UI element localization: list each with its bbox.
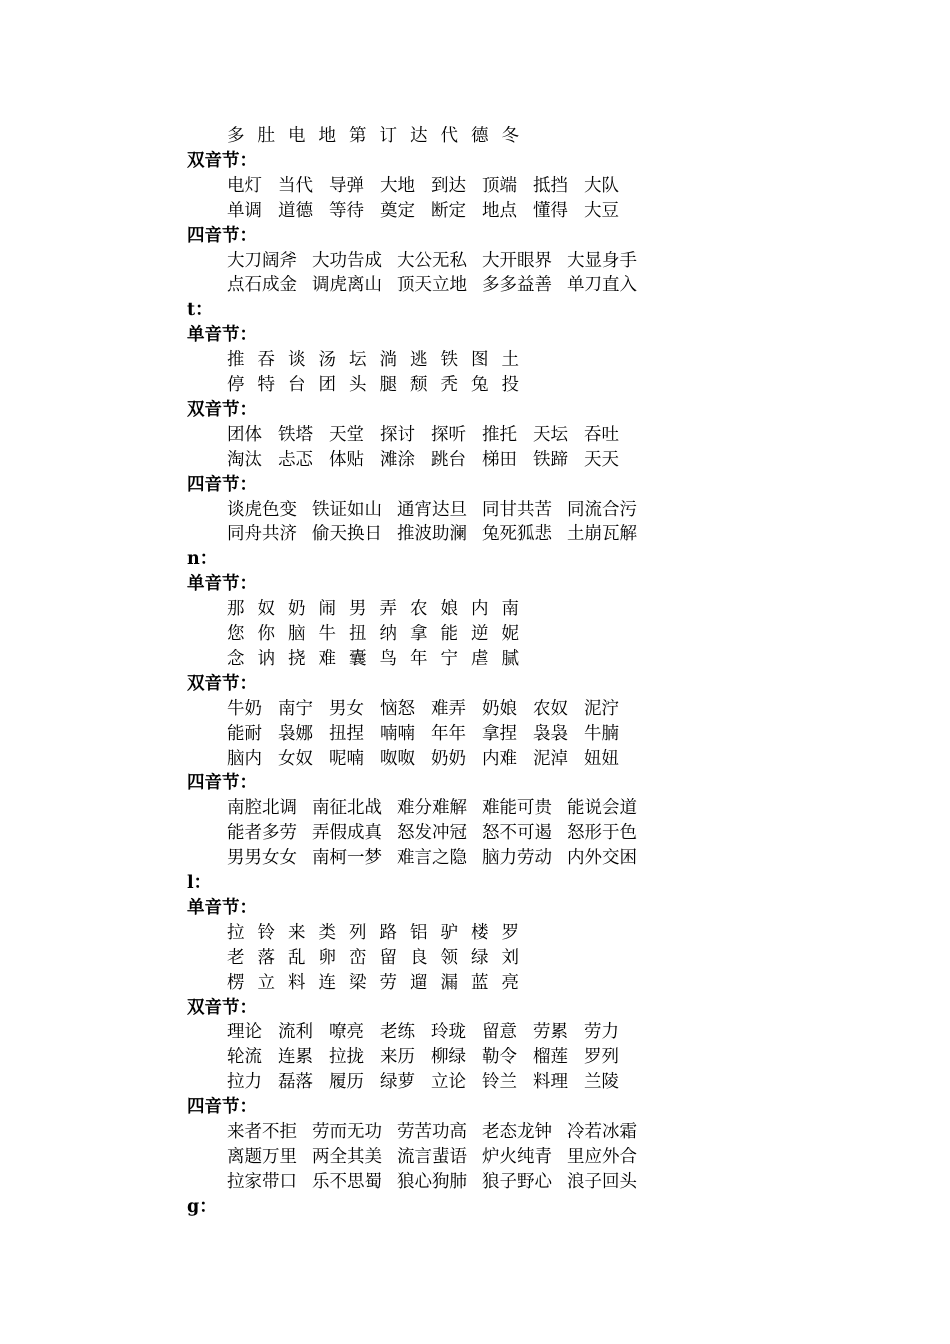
word: 电 [288, 126, 306, 146]
word: 能说会道 [567, 798, 637, 819]
word: 地 [318, 126, 336, 146]
word: 第 [349, 126, 367, 146]
word: 拉家带口 [227, 1171, 297, 1192]
word: 泥泞 [584, 698, 619, 719]
section-heading: g： [187, 1196, 217, 1217]
word: 来者不拒 [227, 1122, 297, 1142]
word: 勒令 [482, 1047, 517, 1068]
word: 南宁 [278, 698, 313, 719]
word: 腿 [379, 375, 397, 395]
word: 年年 [431, 723, 466, 744]
word: 男 [349, 599, 367, 620]
word: 铁证如山 [312, 499, 382, 520]
word: 拉拢 [329, 1047, 364, 1068]
word: 虐 [471, 648, 489, 669]
word: 狼心狗肺 [397, 1171, 467, 1192]
word: 兰陵 [584, 1072, 619, 1093]
word: 天堂 [329, 424, 364, 445]
word: 峦 [349, 947, 367, 968]
word-row [227, 647, 532, 672]
word: 顶端 [482, 175, 517, 196]
word: 淌 [379, 350, 397, 371]
word: 您 [227, 624, 245, 644]
word: 念 [227, 648, 245, 669]
word-row [227, 348, 532, 373]
word: 投 [501, 375, 519, 395]
word: 淘汰 [227, 449, 262, 470]
word: 能耐 [227, 723, 262, 744]
word: 能者多劳 [227, 823, 297, 844]
word: 罗列 [584, 1047, 619, 1068]
word: 铃 [257, 922, 275, 943]
word: 大地 [380, 175, 415, 196]
word: 料 [288, 972, 306, 993]
word-row [227, 373, 532, 398]
word: 鸟 [379, 648, 397, 669]
word: 偷天换日 [312, 524, 382, 545]
word: 单刀直入 [567, 275, 637, 296]
word-row [227, 971, 532, 996]
word-row [227, 1120, 652, 1145]
word: 男女 [329, 698, 364, 719]
word: 到达 [431, 175, 466, 196]
word: 落 [257, 947, 275, 968]
word-row [227, 846, 652, 871]
word: 娘 [440, 599, 458, 620]
word: 牛腩 [584, 723, 619, 744]
word: 老 [227, 947, 245, 968]
word: 牛 [318, 624, 336, 644]
word-row [227, 747, 635, 772]
word-row [227, 796, 652, 821]
word: 道德 [278, 200, 313, 221]
word: 同甘共苦 [482, 499, 552, 520]
word-row [227, 921, 532, 946]
word: 怒形于色 [567, 823, 637, 844]
word: 推波助澜 [397, 524, 467, 545]
word: 谈虎色变 [227, 499, 297, 520]
word: 怒不可遏 [482, 823, 552, 844]
word: 大显身手 [567, 250, 637, 271]
word: 男男女女 [227, 848, 297, 869]
word: 头 [349, 375, 367, 395]
word: 来 [288, 922, 306, 943]
word: 妞妞 [584, 748, 619, 769]
word-row [227, 722, 635, 747]
word: 刘 [501, 947, 519, 968]
word: 挠 [288, 648, 306, 669]
word: 图 [471, 350, 489, 371]
word: 离题万里 [227, 1146, 297, 1167]
word: 劳 [379, 972, 397, 993]
word: 两全其美 [312, 1146, 382, 1167]
word: 土 [501, 350, 519, 371]
word: 那 [227, 599, 245, 620]
word: 扭捏 [329, 723, 364, 744]
word: 列 [349, 922, 367, 943]
word: 恼怒 [380, 698, 415, 719]
word: 连累 [278, 1047, 313, 1068]
word: 调虎离山 [312, 275, 382, 296]
word: 炉火纯青 [482, 1146, 552, 1167]
word: 脑内 [227, 748, 262, 769]
word: 袅娜 [278, 723, 313, 744]
word: 老态龙钟 [482, 1122, 552, 1142]
word: 跳台 [431, 449, 466, 470]
word: 浪子回头 [567, 1171, 637, 1192]
word: 奶 [288, 599, 306, 620]
word-row [227, 821, 652, 846]
word-row [227, 1145, 652, 1170]
word-row [227, 622, 532, 647]
word: 天坛 [533, 424, 568, 445]
word: 同流合污 [567, 499, 637, 520]
word: 喃喃 [380, 723, 415, 744]
word: 呶呶 [380, 748, 415, 769]
word: 料理 [533, 1072, 568, 1093]
word: 拿捏 [482, 723, 517, 744]
word: 狼子野心 [482, 1171, 552, 1192]
word: 难分难解 [397, 798, 467, 819]
word: 懂得 [533, 200, 568, 221]
word: 点石成金 [227, 275, 297, 296]
word: 囊 [349, 648, 367, 669]
word: 地点 [482, 200, 517, 221]
word: 冬 [501, 126, 519, 146]
word: 订 [379, 126, 397, 146]
word: 大开眼界 [482, 250, 552, 271]
word-row [227, 1070, 635, 1095]
word: 天天 [584, 449, 619, 470]
word: 罗 [501, 922, 519, 943]
word: 大豆 [584, 200, 619, 221]
word: 吞 [257, 350, 275, 371]
word: 腻 [501, 648, 519, 669]
word: 内外交困 [567, 848, 637, 869]
word: 泥淖 [533, 748, 568, 769]
word: 大功告成 [312, 250, 382, 271]
word: 铁蹄 [533, 449, 568, 470]
word: 乐不思蜀 [312, 1171, 382, 1192]
word: 来历 [380, 1047, 415, 1068]
word: 难能可贵 [482, 798, 552, 819]
word: 驴 [440, 922, 458, 943]
word: 脑 [288, 624, 306, 644]
word: 拉力 [227, 1072, 262, 1093]
word: 牛奶 [227, 698, 262, 719]
word: 导弹 [329, 175, 364, 196]
word: 同舟共济 [227, 524, 297, 545]
word: 电灯 [227, 175, 262, 196]
word: 代 [440, 126, 458, 146]
word: 台 [288, 375, 306, 395]
word: 逆 [471, 624, 489, 644]
section-heading: 双音节： [187, 673, 257, 694]
word: 顶天立地 [397, 275, 467, 296]
word: 弄 [379, 599, 397, 620]
word: 立论 [431, 1072, 466, 1093]
word: 乱 [288, 947, 306, 968]
word: 榴莲 [533, 1047, 568, 1068]
word: 大队 [584, 175, 619, 196]
word: 脑力劳动 [482, 848, 552, 869]
word: 怒发冲冠 [397, 823, 467, 844]
section-heading: 双音节： [187, 399, 257, 420]
word: 梁 [349, 972, 367, 993]
word: 达 [410, 126, 428, 146]
word: 难言之隐 [397, 848, 467, 869]
word: 年 [410, 648, 428, 669]
word: 纳 [379, 624, 397, 644]
word: 亮 [501, 972, 519, 993]
word: 逃 [410, 350, 428, 371]
word: 铝 [410, 922, 428, 943]
word: 轮流 [227, 1047, 262, 1068]
word: 推托 [482, 424, 517, 445]
word: 奶奶 [431, 748, 466, 769]
word: 奠定 [380, 200, 415, 221]
word: 呢喃 [329, 748, 364, 769]
word: 你 [257, 624, 275, 644]
word-row [227, 124, 532, 149]
word-row [227, 597, 532, 622]
word: 肚 [257, 126, 275, 146]
word: 团体 [227, 424, 262, 445]
section-heading: 双音节： [187, 997, 257, 1018]
section-heading: 四音节： [187, 773, 257, 794]
word-row [227, 498, 652, 523]
section-heading: 单音节： [187, 574, 257, 595]
word: 扭 [349, 624, 367, 644]
word: 南征北战 [312, 798, 382, 819]
word: 汤 [318, 350, 336, 371]
word: 通宵达旦 [397, 499, 467, 520]
word: 奴 [257, 599, 275, 620]
word: 嘹亮 [329, 1022, 364, 1043]
word: 南 [501, 599, 519, 620]
word: 奶娘 [482, 698, 517, 719]
word: 劳累 [533, 1022, 568, 1043]
word: 内 [471, 599, 489, 620]
word: 秃 [440, 375, 458, 395]
word: 颓 [410, 375, 428, 395]
word: 内难 [482, 748, 517, 769]
word-row [227, 249, 652, 274]
word: 多 [227, 126, 245, 146]
word-row [227, 1170, 652, 1195]
word: 留意 [482, 1022, 517, 1043]
word: 流利 [278, 1022, 313, 1043]
word: 团 [318, 375, 336, 395]
word: 能 [440, 624, 458, 644]
word: 拿 [410, 624, 428, 644]
section-heading: 四音节： [187, 225, 257, 246]
section-heading: t： [187, 300, 213, 321]
word: 拉 [227, 922, 245, 943]
word: 兔死狐悲 [482, 524, 552, 545]
section-heading: 四音节： [187, 474, 257, 495]
word: 农 [410, 599, 428, 620]
word: 铁塔 [278, 424, 313, 445]
section-heading: 双音节： [187, 150, 257, 171]
section-heading: n： [187, 549, 218, 570]
word-row [227, 174, 635, 199]
word: 绿萝 [380, 1072, 415, 1093]
word: 立 [257, 972, 275, 993]
word: 兔 [471, 375, 489, 395]
word: 探讨 [380, 424, 415, 445]
word: 南腔北调 [227, 798, 297, 819]
word: 单调 [227, 200, 262, 221]
word: 铃兰 [482, 1072, 517, 1093]
word: 抵挡 [533, 175, 568, 196]
word: 南柯一梦 [312, 848, 382, 869]
word: 玲珑 [431, 1022, 466, 1043]
word: 理论 [227, 1022, 262, 1043]
word: 特 [257, 375, 275, 395]
word: 卵 [318, 947, 336, 968]
word: 宁 [440, 648, 458, 669]
word: 磊落 [278, 1072, 313, 1093]
word: 谈 [288, 350, 306, 371]
word-row [227, 1045, 635, 1070]
word: 难 [318, 648, 336, 669]
word: 劳苦功高 [397, 1122, 467, 1142]
word: 多多益善 [482, 275, 552, 296]
word: 妮 [501, 624, 519, 644]
word: 吞吐 [584, 424, 619, 445]
word: 德 [471, 126, 489, 146]
word: 路 [379, 922, 397, 943]
word-row [227, 1020, 635, 1045]
section-heading: 四音节： [187, 1097, 257, 1118]
word: 老练 [380, 1022, 415, 1043]
word: 滩涂 [380, 449, 415, 470]
word: 领 [440, 947, 458, 968]
word: 大公无私 [397, 250, 467, 271]
word: 难弄 [431, 698, 466, 719]
word: 当代 [278, 175, 313, 196]
word-row [227, 946, 532, 971]
section-heading: 单音节： [187, 897, 257, 918]
word: 女奴 [278, 748, 313, 769]
word: 袅袅 [533, 723, 568, 744]
word-row [227, 199, 635, 224]
word: 良 [410, 947, 428, 968]
word: 绿 [471, 947, 489, 968]
word: 流言蜚语 [397, 1146, 467, 1167]
word: 类 [318, 922, 336, 943]
word: 漏 [440, 972, 458, 993]
word-row [227, 522, 652, 547]
section-heading: 单音节： [187, 325, 257, 346]
word: 体贴 [329, 449, 364, 470]
word: 柳绿 [431, 1047, 466, 1068]
word: 楼 [471, 922, 489, 943]
word: 闹 [318, 599, 336, 620]
word: 大刀阔斧 [227, 250, 297, 271]
word: 里应外合 [567, 1146, 637, 1167]
word: 弄假成真 [312, 823, 382, 844]
word: 土崩瓦解 [567, 524, 637, 545]
word: 履历 [329, 1072, 364, 1093]
word: 断定 [431, 200, 466, 221]
word-row [227, 448, 635, 473]
word: 楞 [227, 972, 245, 993]
word: 坛 [349, 350, 367, 371]
word: 农奴 [533, 698, 568, 719]
word: 留 [379, 947, 397, 968]
word: 铁 [440, 350, 458, 371]
word: 梯田 [482, 449, 517, 470]
word: 冷若冰霜 [567, 1122, 637, 1142]
word: 等待 [329, 200, 364, 221]
word: 连 [318, 972, 336, 993]
word: 停 [227, 375, 245, 395]
word: 劳力 [584, 1022, 619, 1043]
word: 劳而无功 [312, 1122, 382, 1142]
word: 推 [227, 350, 245, 371]
word-row [227, 697, 635, 722]
word: 忐忑 [278, 449, 313, 470]
word: 讷 [257, 648, 275, 669]
word: 遛 [410, 972, 428, 993]
word: 探听 [431, 424, 466, 445]
word-row [227, 423, 635, 448]
word-row [227, 273, 652, 298]
word: 蓝 [471, 972, 489, 993]
section-heading: l： [187, 873, 212, 893]
